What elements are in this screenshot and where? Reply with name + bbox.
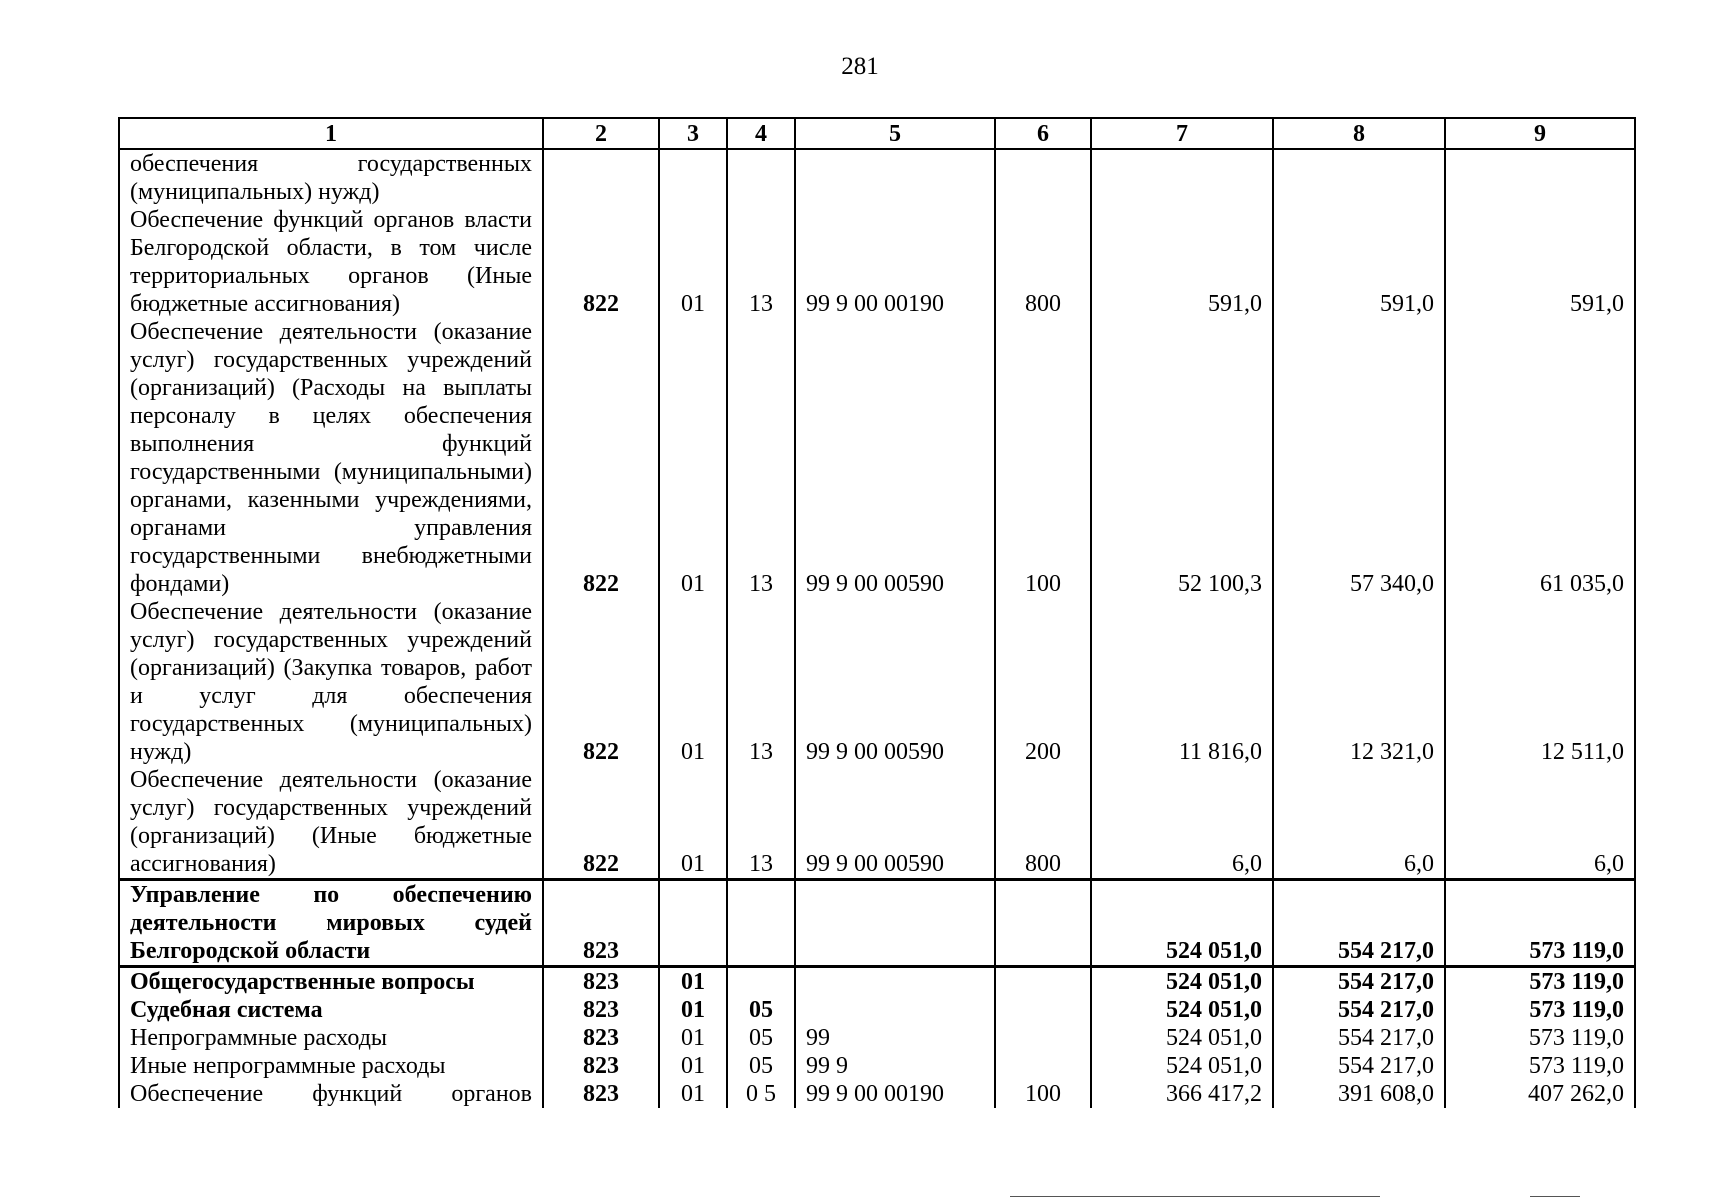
header-cell-4: 4 <box>727 118 795 149</box>
cell-target-article <box>795 880 995 967</box>
row-description: Обеспечение деятельности (оказание услуг) государственных учреждений (организаций) (Закупка товаров, работ и услуг для обеспечения государственных (муниципальных) нужд) <box>119 598 543 766</box>
table-row <box>119 1052 1635 1080</box>
cell-amount-7: 524 051,0 <box>1091 967 1273 997</box>
row-description: обеспечения государственных (муниципальных) нужд) <box>119 149 543 206</box>
row-description: Обеспечение функций органов <box>119 1080 543 1108</box>
cell-amount-7: 366 417,2 <box>1091 1080 1273 1108</box>
cell-amount-9: 591,0 <box>1445 206 1635 318</box>
cell-amount-8: 554 217,0 <box>1273 1024 1445 1052</box>
cell-ministry: 823 <box>543 1080 659 1108</box>
table-row <box>119 149 1635 206</box>
cell-expense-type: 100 <box>995 318 1091 598</box>
cell-amount-8 <box>1273 149 1445 206</box>
cell-amount-8: 12 321,0 <box>1273 598 1445 766</box>
header-cell-3: 3 <box>659 118 727 149</box>
cell-amount-7: 524 051,0 <box>1091 880 1273 967</box>
cell-amount-9: 573 119,0 <box>1445 880 1635 967</box>
cell-target-article <box>795 149 995 206</box>
table-row <box>119 318 1635 598</box>
table-row <box>119 598 1635 766</box>
cell-target-article: 99 9 00 00590 <box>795 766 995 880</box>
cell-ministry: 822 <box>543 766 659 880</box>
header-cell-5: 5 <box>795 118 995 149</box>
cell-amount-8: 554 217,0 <box>1273 996 1445 1024</box>
cell-ministry: 822 <box>543 206 659 318</box>
cell-ministry: 822 <box>543 318 659 598</box>
cell-amount-8: 591,0 <box>1273 206 1445 318</box>
cell-amount-8: 6,0 <box>1273 766 1445 880</box>
cell-section: 01 <box>659 996 727 1024</box>
cell-amount-9: 573 119,0 <box>1445 967 1635 997</box>
cell-amount-9: 6,0 <box>1445 766 1635 880</box>
header-cell-7: 7 <box>1091 118 1273 149</box>
cell-amount-8: 554 217,0 <box>1273 1052 1445 1080</box>
cell-ministry: 823 <box>543 967 659 997</box>
cell-ministry <box>543 149 659 206</box>
cell-section <box>659 880 727 967</box>
cell-target-article: 99 9 00 00190 <box>795 206 995 318</box>
header-row <box>119 118 1635 149</box>
cell-expense-type: 200 <box>995 598 1091 766</box>
scan-artifact-line <box>1010 1196 1380 1197</box>
row-description: Непрограммные расходы <box>119 1024 543 1052</box>
cell-section: 01 <box>659 1052 727 1080</box>
cell-amount-9: 12 511,0 <box>1445 598 1635 766</box>
cell-amount-7 <box>1091 149 1273 206</box>
cell-section: 01 <box>659 1024 727 1052</box>
cell-target-article: 99 <box>795 1024 995 1052</box>
cell-expense-type <box>995 996 1091 1024</box>
cell-expense-type: 800 <box>995 206 1091 318</box>
cell-subsection <box>727 149 795 206</box>
row-description: Обеспечение деятельности (оказание услуг) государственных учреждений (организаций) (Расходы на выплаты персоналу в целях обеспечения выполнения функций государственными (муниципальными) органами, казенными учреждениями, органами управления государственными внебюджетными фондами) <box>119 318 543 598</box>
cell-expense-type <box>995 1052 1091 1080</box>
cell-target-article: 99 9 00 00190 <box>795 1080 995 1108</box>
cell-expense-type <box>995 1024 1091 1052</box>
header-cell-8: 8 <box>1273 118 1445 149</box>
cell-amount-7: 524 051,0 <box>1091 1052 1273 1080</box>
cell-expense-type <box>995 967 1091 997</box>
cell-subsection: 05 <box>727 1052 795 1080</box>
cell-expense-type <box>995 880 1091 967</box>
cell-amount-7: 524 051,0 <box>1091 1024 1273 1052</box>
cell-subsection: 13 <box>727 766 795 880</box>
cell-section: 01 <box>659 1080 727 1108</box>
cell-subsection <box>727 967 795 997</box>
cell-amount-7: 11 816,0 <box>1091 598 1273 766</box>
cell-amount-8: 391 608,0 <box>1273 1080 1445 1108</box>
cell-amount-7: 52 100,3 <box>1091 318 1273 598</box>
cell-section: 01 <box>659 967 727 997</box>
cell-amount-9: 573 119,0 <box>1445 1052 1635 1080</box>
row-description: Иные непрограммные расходы <box>119 1052 543 1080</box>
cell-amount-7: 591,0 <box>1091 206 1273 318</box>
cell-subsection: 13 <box>727 318 795 598</box>
cell-ministry: 823 <box>543 1024 659 1052</box>
table-row <box>119 996 1635 1024</box>
cell-subsection: 0 5 <box>727 1080 795 1108</box>
cell-ministry: 823 <box>543 880 659 967</box>
table-row <box>119 206 1635 318</box>
cell-section <box>659 149 727 206</box>
row-description: Общегосударственные вопросы <box>119 967 543 997</box>
cell-amount-9: 407 262,0 <box>1445 1080 1635 1108</box>
cell-subsection <box>727 880 795 967</box>
cell-subsection: 13 <box>727 598 795 766</box>
cell-amount-9: 573 119,0 <box>1445 996 1635 1024</box>
header-cell-6: 6 <box>995 118 1091 149</box>
header-cell-1: 1 <box>119 118 543 149</box>
cell-amount-9: 61 035,0 <box>1445 318 1635 598</box>
cell-expense-type <box>995 149 1091 206</box>
scan-artifact-line <box>1530 1196 1580 1197</box>
page-number: 281 <box>841 53 879 80</box>
cell-ministry: 823 <box>543 996 659 1024</box>
cell-target-article: 99 9 <box>795 1052 995 1080</box>
cell-amount-8: 57 340,0 <box>1273 318 1445 598</box>
table-row <box>119 880 1635 967</box>
cell-expense-type: 100 <box>995 1080 1091 1108</box>
cell-subsection: 05 <box>727 996 795 1024</box>
cell-amount-9 <box>1445 149 1635 206</box>
cell-target-article: 99 9 00 00590 <box>795 598 995 766</box>
cell-section: 01 <box>659 766 727 880</box>
table-row <box>119 1024 1635 1052</box>
cell-amount-8: 554 217,0 <box>1273 967 1445 997</box>
cell-amount-7: 6,0 <box>1091 766 1273 880</box>
table-row <box>119 766 1635 880</box>
row-description: Обеспечение функций органов власти Белгородской области, в том числе территориальных органов (Иные бюджетные ассигнования) <box>119 206 543 318</box>
cell-target-article: 99 9 00 00590 <box>795 318 995 598</box>
table-row <box>119 1080 1635 1108</box>
cell-subsection: 13 <box>727 206 795 318</box>
cell-section: 01 <box>659 598 727 766</box>
cell-ministry: 822 <box>543 598 659 766</box>
row-description: Обеспечение деятельности (оказание услуг) государственных учреждений (организаций) (Иные бюджетные ассигнования) <box>119 766 543 880</box>
cell-expense-type: 800 <box>995 766 1091 880</box>
cell-target-article <box>795 996 995 1024</box>
cell-amount-7: 524 051,0 <box>1091 996 1273 1024</box>
cell-amount-8: 554 217,0 <box>1273 880 1445 967</box>
header-cell-2: 2 <box>543 118 659 149</box>
cell-section: 01 <box>659 318 727 598</box>
row-description: Управление по обеспечению деятельности мировых судей Белгородской области <box>119 880 543 967</box>
cell-target-article <box>795 967 995 997</box>
header-cell-9: 9 <box>1445 118 1635 149</box>
cell-amount-9: 573 119,0 <box>1445 1024 1635 1052</box>
budget-table <box>118 117 1636 1108</box>
cell-subsection: 05 <box>727 1024 795 1052</box>
budget-table-wrapper <box>118 117 1636 1108</box>
row-description: Судебная система <box>119 996 543 1024</box>
table-row <box>119 967 1635 997</box>
cell-ministry: 823 <box>543 1052 659 1080</box>
cell-section: 01 <box>659 206 727 318</box>
